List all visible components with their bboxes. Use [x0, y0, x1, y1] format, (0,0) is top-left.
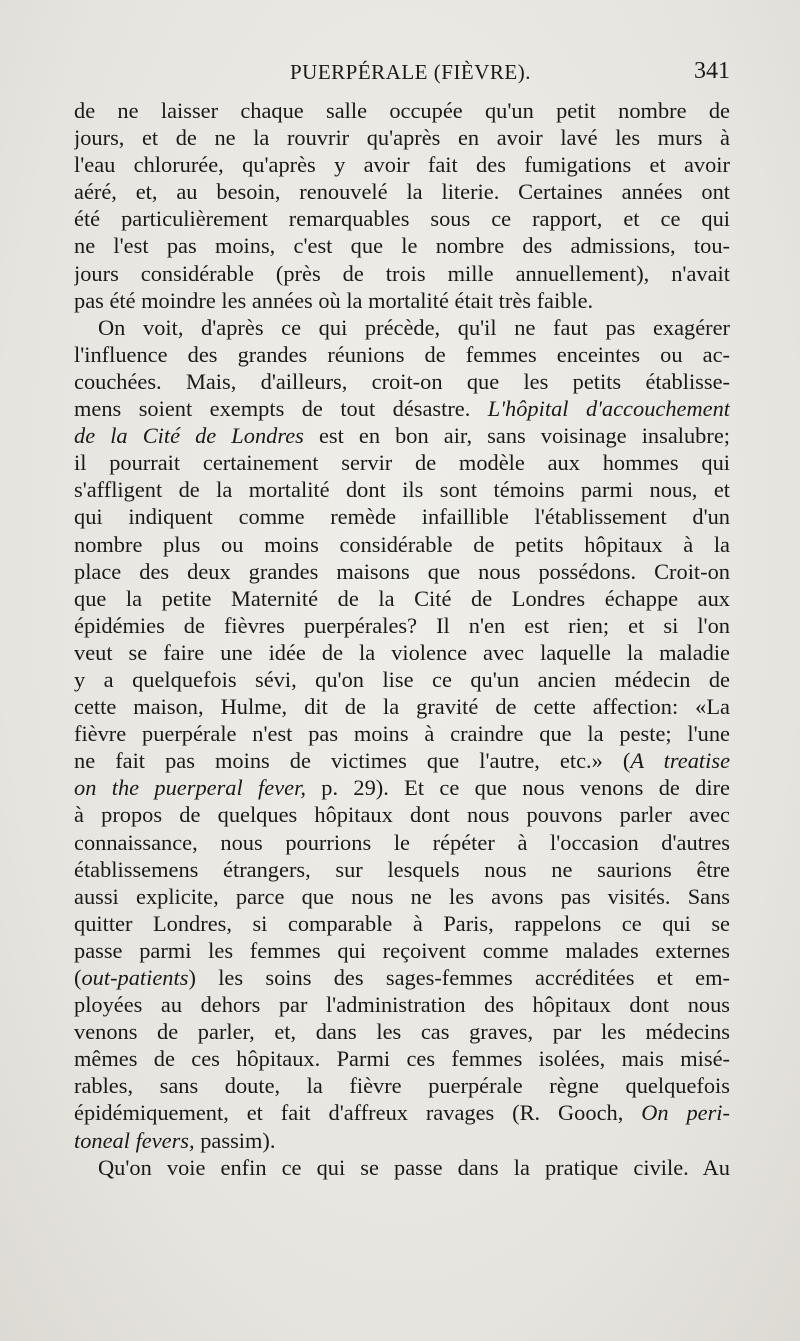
text-line: [74, 422, 730, 449]
text-line: [74, 260, 730, 287]
text-run: été particulièrement remarquables sous ce rapport, et ce qui: [74, 206, 730, 232]
italic-text: on the puerperal fever,: [74, 775, 306, 801]
text-line: [74, 937, 730, 964]
text-run: passe parmi les femmes qui reçoivent comme malades externes: [74, 937, 730, 963]
text-run: nombre plus ou moins considérable de petits hôpitaux à la: [74, 531, 730, 557]
text-run: à propos de quelques hôpitaux dont nous pouvons parler avec: [74, 802, 730, 828]
text-line: [74, 287, 730, 314]
text-run: ployées au dehors par l'administration des hôpitaux dont nous: [74, 992, 730, 1018]
text-line: [74, 558, 730, 585]
text-run: Qu'on voie enfin ce qui se passe dans la pratique civile. Au: [98, 1154, 730, 1180]
page-number: 341: [694, 58, 730, 84]
text-line: [74, 1127, 730, 1154]
text-line: [74, 964, 730, 991]
text-line: [74, 585, 730, 612]
text-run: venons de parler, et, dans les cas graves, par les médecins: [74, 1019, 730, 1045]
text-run: y a quelquefois sévi, qu'on lise ce qu'un ancien médecin de: [74, 666, 730, 692]
text-run: rables, sans doute, la fièvre puerpérale règne quelquefois: [74, 1073, 730, 1099]
text-run: (: [74, 965, 82, 990]
text-line: [74, 97, 730, 124]
running-title: [290, 60, 531, 85]
text-run: l'influence des grandes réunions de femmes enceintes ou ac-: [74, 341, 730, 367]
text-line: [74, 693, 730, 720]
text-line: [74, 368, 730, 395]
text-line: [74, 991, 730, 1018]
text-line: [74, 1099, 730, 1126]
text-run: fièvre puerpérale n'est pas moins à craindre que la peste; l'une: [74, 721, 730, 747]
text-line: [74, 395, 730, 422]
text-run: qui indiquent comme remède infaillible l'établissement d'un: [74, 504, 730, 530]
text-run: mens soient exempts de tout désastre.: [74, 396, 488, 422]
text-run: p. 29). Et ce que nous venons de dire: [305, 775, 730, 801]
text-run: s'affligent de la mortalité dont ils sont témoins parmi nous, et: [74, 477, 730, 503]
text-run: est en bon air, sans voisinage insalubre;: [303, 423, 730, 449]
text-run: ne l'est pas moins, c'est que le nombre des admissions, tou-: [74, 233, 730, 259]
text-run: veut se faire une idée de la violence avec laquelle la maladie: [74, 639, 730, 665]
text-run: épidémiquement, et fait d'affreux ravages (R. Gooch,: [74, 1100, 642, 1126]
text-run: place des deux grandes maisons que nous possédons. Croit-on: [74, 558, 730, 584]
text-run: ) les soins des sages-femmes accréditées et em-: [188, 965, 730, 990]
text-run: l'eau chlorurée, qu'après y avoir fait des fumigations et avoir: [74, 152, 730, 178]
text-run: On voit, d'après ce qui précède, qu'il ne faut pas exagérer: [98, 314, 730, 340]
text-line: [74, 666, 730, 693]
text-line: [74, 531, 730, 558]
italic-text: A treatise: [630, 748, 730, 774]
text-line: [74, 612, 730, 639]
text-line: [74, 856, 730, 883]
text-run: pas été moindre les années où la mortalité était très faible.: [74, 287, 594, 313]
text-run: connaissance, nous pourrions le répéter à l'occasion d'autres: [74, 829, 730, 855]
text-run: aussi explicite, parce que nous ne les avons pas visités. Sans: [74, 883, 730, 909]
text-line: [74, 883, 730, 910]
italic-text: de la Cité de Londres: [74, 423, 304, 449]
text-line: [74, 178, 730, 205]
running-title-main: PUERPÉRALE: [290, 60, 429, 84]
text-line: [74, 829, 730, 856]
italic-text: On peri-: [641, 1100, 730, 1126]
text-run: cette maison, Hulme, dit de la gravité de cette affection: «La: [74, 694, 730, 720]
text-line: [74, 341, 730, 368]
text-run: aéré, et, au besoin, renouvelé la literie. Certaines années ont: [74, 179, 730, 205]
text-run: établissemens étrangers, sur lesquels nous ne saurions être: [74, 856, 730, 882]
text-run: jours considérable (près de trois mille annuellement), n'avait: [74, 260, 730, 286]
text-line: [74, 747, 730, 774]
text-line: [74, 205, 730, 232]
text-run: passim).: [194, 1127, 276, 1153]
text-line: [74, 1154, 730, 1181]
text-run: il pourrait certainement servir de modèle aux hommes qui: [74, 450, 730, 476]
text-run: couchées. Mais, d'ailleurs, croit-on que les petits établisse-: [74, 368, 730, 394]
text-line: [74, 232, 730, 259]
italic-text: L'hôpital d'accouchement: [487, 396, 730, 422]
text-run: ne fait pas moins de victimes que l'autre, etc.» (: [74, 748, 631, 774]
text-line: [74, 314, 730, 341]
running-title-paren: (FIÈVRE).: [433, 60, 532, 84]
text-line: [74, 476, 730, 503]
text-run: jours, et de ne la rouvrir qu'après en avoir lavé les murs à: [74, 125, 730, 151]
text-run: mêmes de ces hôpitaux. Parmi ces femmes isolées, mais misé-: [74, 1046, 730, 1072]
text-line: [74, 774, 730, 801]
italic-text: out-patients: [81, 965, 189, 990]
text-run: épidémies de fièvres puerpérales? Il n'en est rien; et si l'on: [74, 612, 730, 638]
text-line: [74, 801, 730, 828]
body-text: [74, 97, 730, 1181]
text-line: [74, 124, 730, 151]
text-line: [74, 639, 730, 666]
text-line: [74, 720, 730, 747]
text-run: que la petite Maternité de la Cité de Londres échappe aux: [74, 585, 730, 611]
text-line: [74, 910, 730, 937]
text-line: [74, 1018, 730, 1045]
italic-text: toneal fevers,: [74, 1127, 195, 1153]
text-line: [74, 503, 730, 530]
text-line: [74, 151, 730, 178]
running-header: [74, 60, 734, 94]
text-line: [74, 1045, 730, 1072]
text-line: [74, 449, 730, 476]
text-run: de ne laisser chaque salle occupée qu'un petit nombre de: [74, 98, 730, 123]
text-run: quitter Londres, si comparable à Paris, rappelons ce qui se: [74, 910, 730, 936]
text-line: [74, 1072, 730, 1099]
